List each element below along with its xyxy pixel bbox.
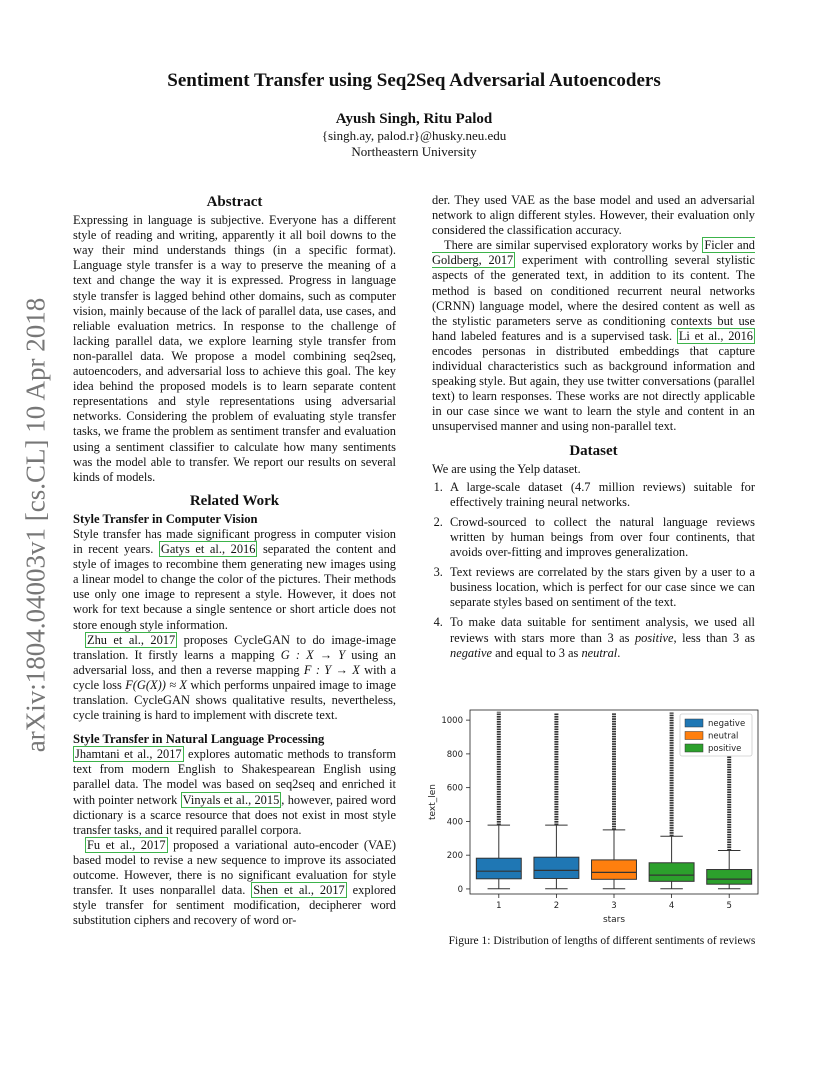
citation-link[interactable]: Fu et al., 2017	[87, 837, 166, 852]
dataset-item	[446, 615, 755, 660]
citation-link[interactable]: Ficler and Goldberg, 2017	[432, 238, 755, 268]
label-neutral: neutral	[581, 645, 618, 660]
y-tick-label: 800	[446, 749, 463, 760]
text-run: , less than 3 as	[673, 630, 755, 645]
left-column	[73, 195, 396, 928]
text-run: encodes personas in distributed embeddings that capture individual characteristics such as background information and speaking style. But again, they use twitter conversations (parallel text) to learn responses. These works are not directly applicable in our case since we want to learn the style and content in an unsupervised manner and using non-parallel text.	[432, 343, 755, 434]
legend-label-negative: negative	[708, 719, 746, 729]
box-positive	[707, 870, 752, 885]
nlp-paragraph-1	[73, 747, 396, 838]
nlp-paragraph-2-start	[73, 838, 396, 929]
paper-authors: Ayush Singh, Ritu Palod	[335, 111, 493, 127]
dataset-intro: We are using the Yelp dataset.	[432, 461, 581, 476]
text-run: separated the content and style of images to recombine them generating new images using a linear model to change the color of the pictures. Their methods use only one image to represent a style. However, it does not work for text because a single sentence or short article does not store enough style information.	[73, 542, 397, 632]
legend-swatch-neutral	[685, 732, 703, 740]
text-run: with a cycle loss	[73, 662, 397, 692]
nlp-paragraph-3	[432, 238, 755, 434]
text-run: which performs unpaired image to image translation. CycleGAN shows qualitative results, nevertheless, cycle training is hard to implement with discrete text.	[73, 677, 396, 723]
y-tick-label: 600	[446, 783, 463, 794]
math-expression: F(G(X)) ≈ X	[125, 677, 188, 692]
dataset-item: 2. Crowd-sourced to collect the natural language reviews written by human beings from over four continents, that avoids over-fitting and improves generalization.	[446, 515, 755, 560]
cv-paragraph-2	[73, 633, 396, 724]
label-positive: positive	[634, 630, 674, 645]
legend-label-positive: positive	[708, 744, 742, 754]
text-run: explored style transfer for sentiment modification, decipherer word substitution ciphers and recovery of word or-	[73, 883, 396, 928]
dataset-item: 1. A large-scale dataset (4.7 million reviews) suitable for effectively training neural networks.	[446, 480, 755, 510]
figure-1	[422, 706, 762, 924]
text-run: proposed a variational auto-encoder (VAE) based model to revise a new sequence to improve its associated outcome. However, there is no significant evaluation for style transfer. It uses nonparallel data.	[73, 837, 396, 898]
text-run: explores automatic methods to transform text from modern English to Shakespearean English using parallel data. The model was based on seq2seq and enriched it with pointer network	[73, 747, 396, 807]
x-tick-label: 4	[668, 901, 675, 911]
citation-link[interactable]: Shen et al., 2017	[253, 883, 345, 898]
author-emails: {singh.ay, palod.r}@husky.neu.edu	[321, 128, 507, 143]
text-run: , however, paired word dictionary is a scarce resource that does not exist in most style transfer tasks, and it required parallel corpora.	[73, 792, 396, 837]
y-tick-label: 400	[446, 817, 463, 828]
abstract-text: Expressing in language is subjective. Everyone has a different style of reading and writing, apparently it all boil downs to the way their mind understands things (in a specific format). Language style transfer is a way to preserve the meaning of a text and change the way it is expressed. Progress in language style transfer is lagged behind other domains, such as computer vision, mainly because of the lack of parallel data, use cases, and reliable evaluation metrics. In response to the challenge of lacking parallel data, we explore learning style transfer from non-parallel data. We propose a model combining seq2seq, autoencoders, and adversarial loss to achieve this goal. The key idea behind the proposed models is to learn separate content representations and style representations using adversarial networks. Considering the problem of evaluating style transfer tasks, we frame the problem as sentiment transfer and evaluation using a sentiment classifier to calculate how many sentiments was the model able to transfer. We report our results on several kinds of models.	[73, 213, 396, 484]
box-positive	[649, 863, 694, 882]
related-work-heading: Related Work	[189, 492, 280, 509]
text-run: experiment with controlling several stylistic aspects of the generated text, in addition to its content. The method is based on conditioned recurrent neural networks (CRNN) language model, where the desired content as well as the stylistic parameters serve as conditioning contexts but use hand labeled features and is a supervised task.	[432, 253, 755, 343]
arxiv-stamp-text: arXiv:1804.04003v1 [cs.CL] 10 Apr 2018	[20, 297, 51, 753]
x-tick-label: 3	[611, 901, 617, 911]
citation-link[interactable]: Zhu et al., 2017	[87, 632, 176, 647]
dataset-item: 3. Text reviews are correlated by the stars given by a user to a business location, which is perfect for our case since we can separate styles based on sentiment of the text.	[446, 565, 755, 610]
y-tick-label: 200	[446, 851, 463, 862]
boxplot-chart	[422, 706, 762, 924]
x-tick-label: 5	[726, 901, 732, 911]
y-tick-label: 1000	[441, 716, 463, 727]
author-affiliation: Northeastern University	[351, 144, 477, 159]
legend-label-neutral: neutral	[708, 731, 739, 742]
citation-link[interactable]: Jhamtani et al., 2017	[75, 747, 182, 762]
citation-link[interactable]: Vinyals et al., 2015	[182, 792, 280, 807]
text-run: To make data suitable for sentiment analysis, we used all reviews with stars more than 3 as	[450, 615, 755, 645]
legend-swatch-negative	[685, 719, 703, 727]
x-tick-label: 2	[553, 901, 560, 911]
y-axis-label: text_len	[428, 783, 438, 821]
cv-subheading: Style Transfer in Computer Vision	[73, 511, 258, 526]
box-negative	[476, 858, 521, 879]
text-run: There are similar supervised exploratory works by	[444, 238, 703, 253]
figure-caption: Figure 1: Distribution of lengths of different sentiments of reviews	[448, 935, 756, 947]
nlp-subheading: Style Transfer in Natural Language Processing	[73, 732, 325, 747]
math-expression: G : X → Y	[280, 647, 346, 662]
arxiv-stamp	[18, 290, 54, 760]
dataset-list	[432, 480, 755, 661]
legend-swatch-positive	[685, 744, 703, 752]
cv-paragraph-1	[73, 527, 396, 633]
label-negative: negative	[450, 645, 492, 660]
citation-link[interactable]: Li et al., 2016	[678, 328, 753, 343]
x-tick-label: 1	[496, 901, 502, 911]
text-run: and equal to 3 as	[491, 645, 582, 660]
citation-link[interactable]: Gatys et al., 2016	[160, 542, 256, 557]
text-run: Style transfer has made significant progress in computer vision in recent years.	[73, 526, 396, 557]
right-column	[432, 193, 755, 666]
box-neutral	[592, 860, 637, 879]
text-run: proposes CycleGAN to do image-image translation. It firstly learns a mapping	[73, 632, 396, 662]
math-expression: F : Y → X	[303, 662, 360, 677]
nlp-paragraph-2-continued: der. They used VAE as the base model and used an adversarial network to align different styles. However, their evaluation only considered the classification accuracy.	[432, 193, 755, 238]
paper-title: Sentiment Transfer using Seq2Seq Adversarial Autoencoders	[167, 70, 661, 91]
dataset-heading: Dataset	[569, 442, 618, 459]
text-run: using an adversarial loss, and then a reverse mapping	[73, 647, 396, 677]
box-negative	[534, 857, 579, 878]
x-axis-label: stars	[602, 915, 626, 924]
text-run: .	[617, 645, 621, 660]
abstract-heading: Abstract	[206, 194, 263, 210]
y-tick-label: 0	[457, 884, 463, 895]
